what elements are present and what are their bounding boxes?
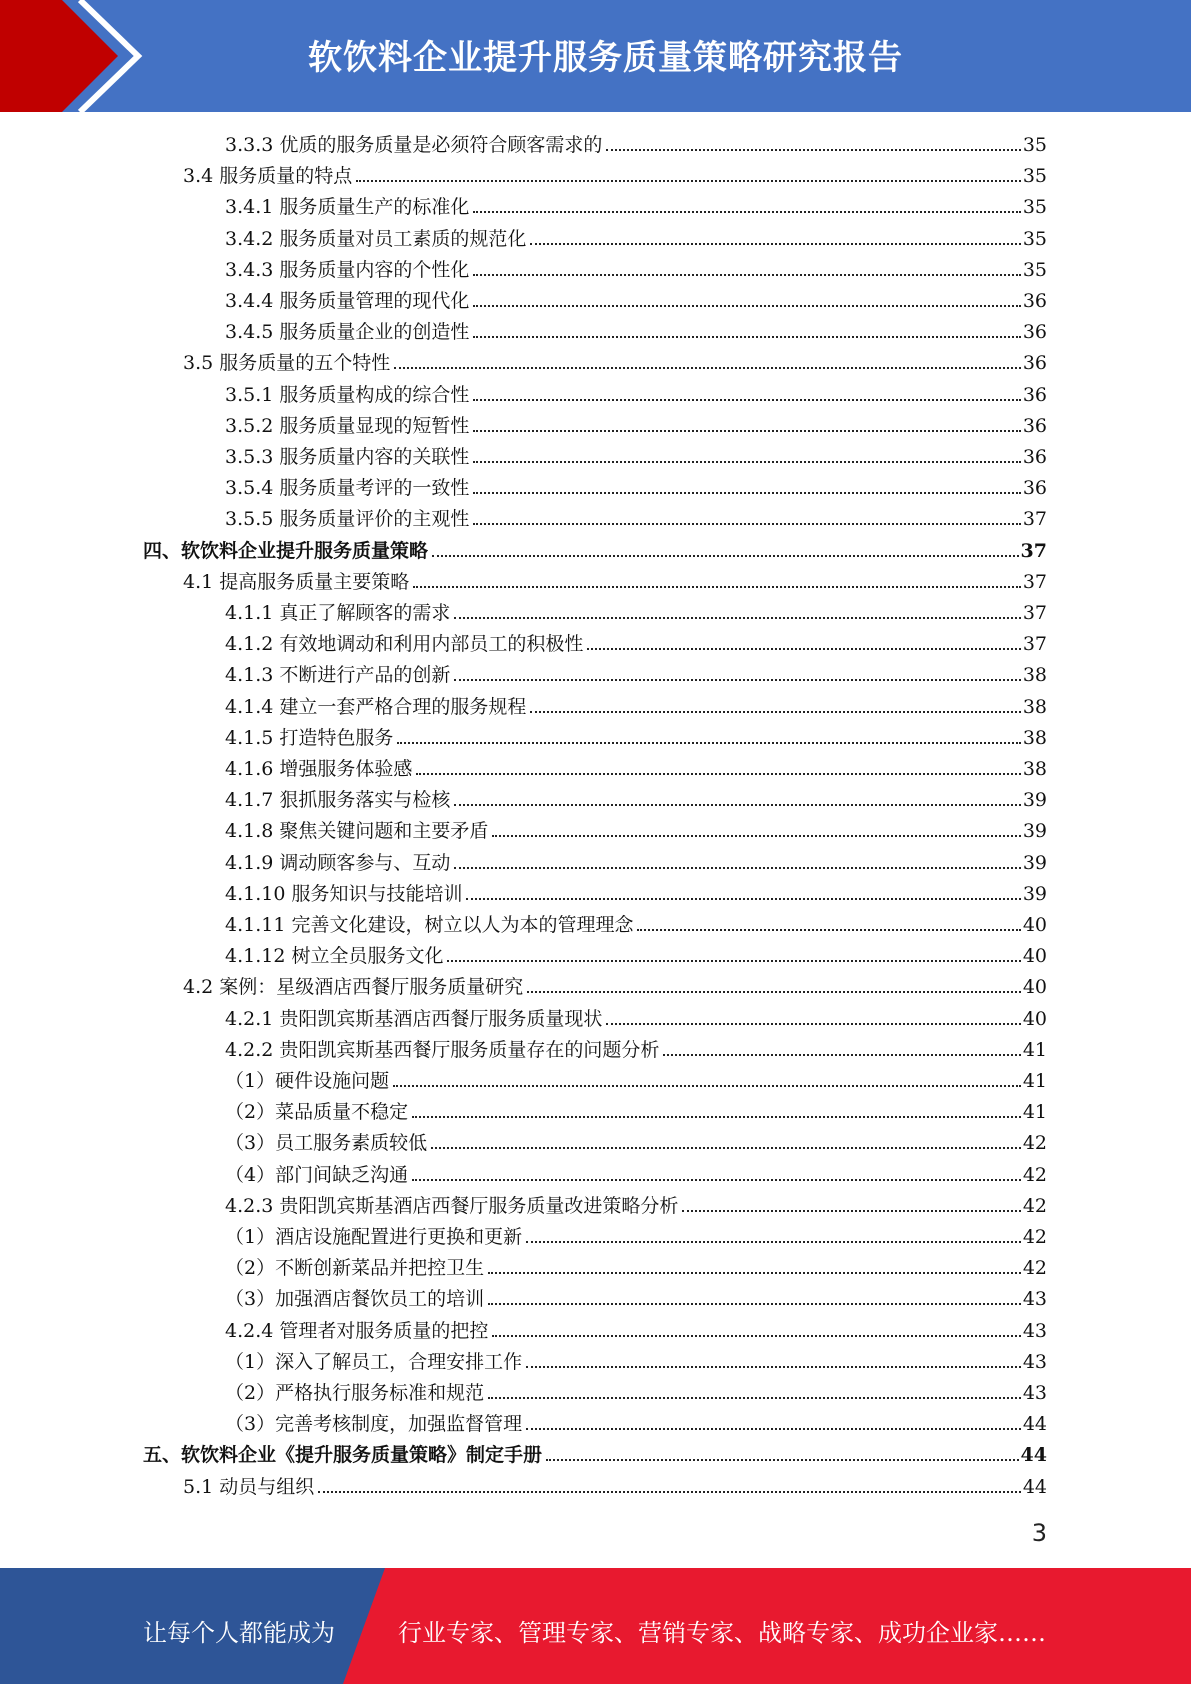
toc-entry[interactable]	[225, 719, 1047, 750]
toc-dot-leader	[318, 1490, 1021, 1493]
toc-entry[interactable]	[183, 1468, 1047, 1499]
toc-entry[interactable]	[183, 344, 1047, 375]
toc-entry-label: 4.2.2 贵阳凯宾斯基西餐厅服务质量存在的问题分析	[225, 1038, 660, 1061]
toc-entry-page: 43	[1022, 1382, 1047, 1404]
toc-dot-leader	[356, 179, 1021, 182]
toc-entry[interactable]	[225, 1343, 1047, 1374]
toc-entry[interactable]	[225, 875, 1047, 906]
toc-dot-leader	[526, 1240, 1021, 1243]
toc-entry[interactable]	[225, 1280, 1047, 1311]
toc-entry[interactable]	[225, 126, 1047, 157]
toc-entry-label: 4.1.6 增强服务体验感	[225, 758, 413, 780]
toc-dot-leader	[454, 803, 1020, 806]
toc-dot-leader	[682, 1209, 1020, 1212]
toc-entry-label: 3.5.2 服务质量显现的短暂性	[225, 414, 470, 437]
toc-entry[interactable]	[225, 750, 1047, 781]
footer-slogan-left: 让每个人都能成为	[143, 1619, 335, 1647]
toc-dot-leader	[473, 429, 1020, 432]
toc-entry-page: 36	[1022, 446, 1047, 468]
toc-entry-page: 35	[1022, 258, 1047, 281]
toc-dot-leader	[637, 928, 1020, 931]
toc-dot-leader	[473, 304, 1020, 307]
toc-entry-page: 41	[1022, 1038, 1047, 1061]
toc-dot-leader	[530, 710, 1020, 713]
toc-entry-page: 43	[1022, 1288, 1047, 1311]
toc-entry-label: 3.5.1 服务质量构成的综合性	[225, 383, 470, 406]
toc-entry-label: 3.5.5 服务质量评价的主观性	[225, 508, 470, 531]
toc-entry[interactable]	[225, 1093, 1047, 1124]
toc-dot-leader	[432, 554, 1019, 557]
toc-entry-label: 4.1.12 树立全员服务文化	[225, 945, 444, 968]
toc-entry-label: 4.1.9 调动顾客参与、互动	[225, 851, 451, 874]
toc-entry[interactable]	[225, 1218, 1047, 1249]
toc-dot-leader	[394, 366, 1021, 369]
toc-entry-label: 4.1.8 聚焦关键问题和主要矛盾	[225, 820, 489, 843]
page-number: 3	[1031, 1519, 1047, 1547]
toc-entry-label: 4.1.2 有效地调动和利用内部员工的积极性	[225, 633, 584, 656]
toc-entry-label: 3.5.3 服务质量内容的关联性	[225, 446, 470, 468]
toc-dot-leader	[473, 398, 1020, 401]
toc-entry-label: 3.4.2 服务质量对员工素质的规范化	[225, 227, 527, 250]
toc-entry[interactable]	[183, 563, 1047, 594]
toc-entry-label: 3.4.4 服务质量管理的现代化	[225, 290, 470, 312]
toc-dot-leader	[447, 959, 1020, 962]
toc-entry-page: 44	[1022, 1413, 1047, 1436]
toc-entry-page: 36	[1022, 477, 1047, 500]
toc-dot-leader	[526, 1427, 1021, 1430]
toc-entry-page: 37	[1022, 602, 1047, 624]
toc-entry-label: （2）菜品质量不稳定	[225, 1101, 409, 1124]
toc-entry-label: （1）深入了解员工，合理安排工作	[225, 1350, 523, 1373]
toc-entry-page: 40	[1022, 976, 1047, 999]
toc-entry-label: 4.2.1 贵阳凯宾斯基酒店西餐厅服务质量现状	[225, 1007, 603, 1030]
toc-entry-label: （3）完善考核制度，加强监督管理	[225, 1413, 523, 1436]
toc-entry-label: 3.3.3 优质的服务质量是必须符合顾客需求的	[225, 134, 603, 156]
toc-entry-page: 41	[1022, 1101, 1047, 1124]
toc-entry-page: 35	[1022, 227, 1047, 250]
toc-entry-page: 39	[1022, 882, 1047, 905]
toc-dot-leader	[488, 1396, 1021, 1399]
toc-entry[interactable]	[225, 1249, 1047, 1280]
toc-entry[interactable]	[225, 251, 1047, 282]
toc-entry-page: 42	[1022, 1257, 1047, 1280]
toc-entry-page: 39	[1022, 851, 1047, 874]
toc-entry-label: （1）硬件设施问题	[225, 1070, 390, 1092]
toc-entry-page: 38	[1022, 758, 1047, 780]
toc-dot-leader	[488, 1271, 1021, 1274]
toc-entry-label: 4.2.4 管理者对服务质量的把控	[225, 1319, 489, 1342]
toc-entry-page: 36	[1022, 352, 1047, 375]
toc-entry-label: 3.5.4 服务质量考评的一致性	[225, 477, 470, 500]
toc-entry-label: （4）部门间缺乏沟通	[225, 1163, 409, 1186]
toc-dot-leader	[454, 616, 1020, 619]
toc-entry-page: 43	[1022, 1319, 1047, 1342]
toc-entry[interactable]	[225, 937, 1047, 968]
toc-dot-leader	[473, 335, 1020, 338]
toc-entry-page: 35	[1022, 196, 1047, 219]
toc-entry-label: （1）酒店设施配置进行更换和更新	[225, 1226, 523, 1248]
toc-entry-label: （2）严格执行服务标准和规范	[225, 1382, 485, 1404]
toc-dot-leader	[488, 1302, 1021, 1305]
toc-entry-page: 36	[1022, 321, 1047, 344]
toc-entry-label: （3）加强酒店餐饮员工的培训	[225, 1288, 485, 1311]
toc-dot-leader	[530, 242, 1020, 245]
toc-entry-page: 39	[1022, 789, 1047, 812]
toc-entry-page: 36	[1022, 290, 1047, 312]
toc-dot-leader	[663, 1053, 1020, 1056]
toc-entry-page: 37	[1020, 539, 1047, 562]
toc-entry-page: 38	[1022, 726, 1047, 749]
toc-dot-leader	[412, 1115, 1021, 1118]
toc-dot-leader	[526, 1365, 1021, 1368]
toc-dot-leader	[606, 1022, 1020, 1025]
toc-entry[interactable]	[225, 1000, 1047, 1031]
toc-entry[interactable]	[225, 1312, 1047, 1343]
toc-dot-leader	[473, 460, 1020, 463]
toc-entry-label: 4.1.1 真正了解顾客的需求	[225, 602, 451, 624]
footer-slogan-right: 行业专家、管理专家、营销专家、战略专家、成功企业家……	[398, 1619, 1046, 1647]
toc-entry[interactable]	[225, 1124, 1047, 1155]
toc-entry[interactable]	[225, 812, 1047, 843]
toc-entry-label: 4.1.3 不断进行产品的创新	[225, 664, 451, 687]
toc-entry-label: 4.2 案例：星级酒店西餐厅服务质量研究	[183, 976, 524, 999]
toc-dot-leader	[492, 1334, 1020, 1337]
toc-entry-page: 41	[1022, 1070, 1047, 1092]
toc-entry-page: 40	[1022, 1007, 1047, 1030]
toc-entry[interactable]	[225, 313, 1047, 344]
toc-dot-leader	[393, 1084, 1021, 1087]
toc-entry[interactable]	[225, 688, 1047, 719]
toc-entry[interactable]	[225, 500, 1047, 531]
toc-entry-label: 4.1.7 狠抓服务落实与检核	[225, 789, 451, 812]
toc-dot-leader	[546, 1458, 1019, 1461]
toc-entry[interactable]	[225, 282, 1047, 313]
toc-entry[interactable]	[225, 1062, 1047, 1093]
toc-dot-leader	[466, 897, 1020, 900]
toc-dot-leader	[397, 741, 1020, 744]
toc-entry-label: 4.1 提高服务质量主要策略	[183, 570, 410, 593]
toc-entry-page: 44	[1022, 1475, 1047, 1498]
toc-entry-label: （2）不断创新菜品并把控卫生	[225, 1257, 485, 1280]
toc-entry-page: 36	[1022, 383, 1047, 406]
toc-entry[interactable]	[143, 532, 1047, 563]
toc-entry-page: 37	[1022, 570, 1047, 593]
toc-entry-page: 38	[1022, 695, 1047, 718]
toc-entry-page: 39	[1022, 820, 1047, 843]
toc-entry[interactable]	[225, 407, 1047, 438]
toc-entry[interactable]	[225, 1405, 1047, 1436]
toc-entry-page: 37	[1022, 633, 1047, 656]
toc-dot-leader	[431, 1146, 1021, 1149]
toc-entry-label: 3.5 服务质量的五个特性	[183, 352, 391, 375]
toc-entry-page: 42	[1022, 1226, 1047, 1248]
toc-entry[interactable]	[225, 781, 1047, 812]
toc-entry-label: 4.2.3 贵阳凯宾斯基酒店西餐厅服务质量改进策略分析	[225, 1194, 679, 1217]
toc-entry[interactable]	[225, 594, 1047, 625]
toc-entry[interactable]	[225, 1031, 1047, 1062]
toc-dot-leader	[412, 1178, 1021, 1181]
toc-dot-leader	[587, 647, 1020, 650]
toc-entry-label: 3.4.1 服务质量生产的标准化	[225, 196, 470, 219]
toc-entry-label: 3.4.5 服务质量企业的创造性	[225, 321, 470, 344]
toc-entry-page: 35	[1022, 134, 1047, 156]
toc-entry-page: 36	[1022, 414, 1047, 437]
toc-entry[interactable]	[225, 1156, 1047, 1187]
toc-dot-leader	[454, 678, 1020, 681]
toc-entry-label: 4.1.11 完善文化建设，树立以人为本的管理理念	[225, 914, 634, 936]
toc-entry-page: 42	[1022, 1163, 1047, 1186]
toc-entry-label: 4.1.4 建立一套严格合理的服务规程	[225, 695, 527, 718]
toc-entry[interactable]	[225, 469, 1047, 500]
toc-dot-leader	[527, 990, 1021, 993]
toc-entry-page: 37	[1022, 508, 1047, 531]
toc-dot-leader	[492, 834, 1020, 837]
toc-entry[interactable]	[225, 656, 1047, 687]
toc-entry[interactable]	[143, 1436, 1047, 1467]
document-title: 软饮料企业提升服务质量策略研究报告	[308, 38, 903, 78]
toc-entry-label: 四、软饮料企业提升服务质量策略	[143, 539, 429, 562]
toc-entry[interactable]	[225, 376, 1047, 407]
toc-entry-label: （3）员工服务素质较低	[225, 1132, 428, 1155]
toc-entry[interactable]	[183, 968, 1047, 999]
toc-entry[interactable]	[225, 844, 1047, 875]
toc-entry-page: 40	[1022, 945, 1047, 968]
toc-entry[interactable]	[225, 1187, 1047, 1218]
toc-dot-leader	[416, 772, 1020, 775]
toc-entry[interactable]	[225, 906, 1047, 937]
toc-entry-label: 3.4 服务质量的特点	[183, 165, 353, 188]
toc-entry-label: 五、软饮料企业《提升服务质量策略》制定手册	[143, 1444, 543, 1467]
toc-entry-label: 3.4.3 服务质量内容的个性化	[225, 258, 470, 281]
toc-entry[interactable]	[183, 157, 1047, 188]
toc-entry-page: 43	[1022, 1350, 1047, 1373]
toc-dot-leader	[473, 210, 1020, 213]
toc-entry[interactable]	[225, 625, 1047, 656]
toc-entry[interactable]	[225, 1374, 1047, 1405]
toc-dot-leader	[413, 585, 1021, 588]
toc-entry-page: 44	[1020, 1444, 1047, 1467]
header-banner	[0, 0, 1191, 112]
toc-entry-page: 38	[1022, 664, 1047, 687]
toc-dot-leader	[454, 866, 1020, 869]
toc-entry-label: 4.1.5 打造特色服务	[225, 726, 394, 749]
toc-entry-page: 40	[1022, 914, 1047, 936]
toc-dot-leader	[473, 522, 1020, 525]
toc-entry-label: 5.1 动员与组织	[183, 1475, 315, 1498]
toc-entry-page: 42	[1022, 1132, 1047, 1155]
toc-dot-leader	[606, 148, 1020, 151]
toc-entry-page: 42	[1022, 1194, 1047, 1217]
toc-entry[interactable]	[225, 438, 1047, 469]
toc-dot-leader	[473, 273, 1020, 276]
toc-entry-label: 4.1.10 服务知识与技能培训	[225, 882, 463, 905]
toc-dot-leader	[473, 491, 1020, 494]
toc-entry-page: 35	[1022, 165, 1047, 188]
toc-entry[interactable]	[225, 220, 1047, 251]
footer-banner	[0, 1568, 1191, 1684]
toc-entry[interactable]	[225, 188, 1047, 219]
